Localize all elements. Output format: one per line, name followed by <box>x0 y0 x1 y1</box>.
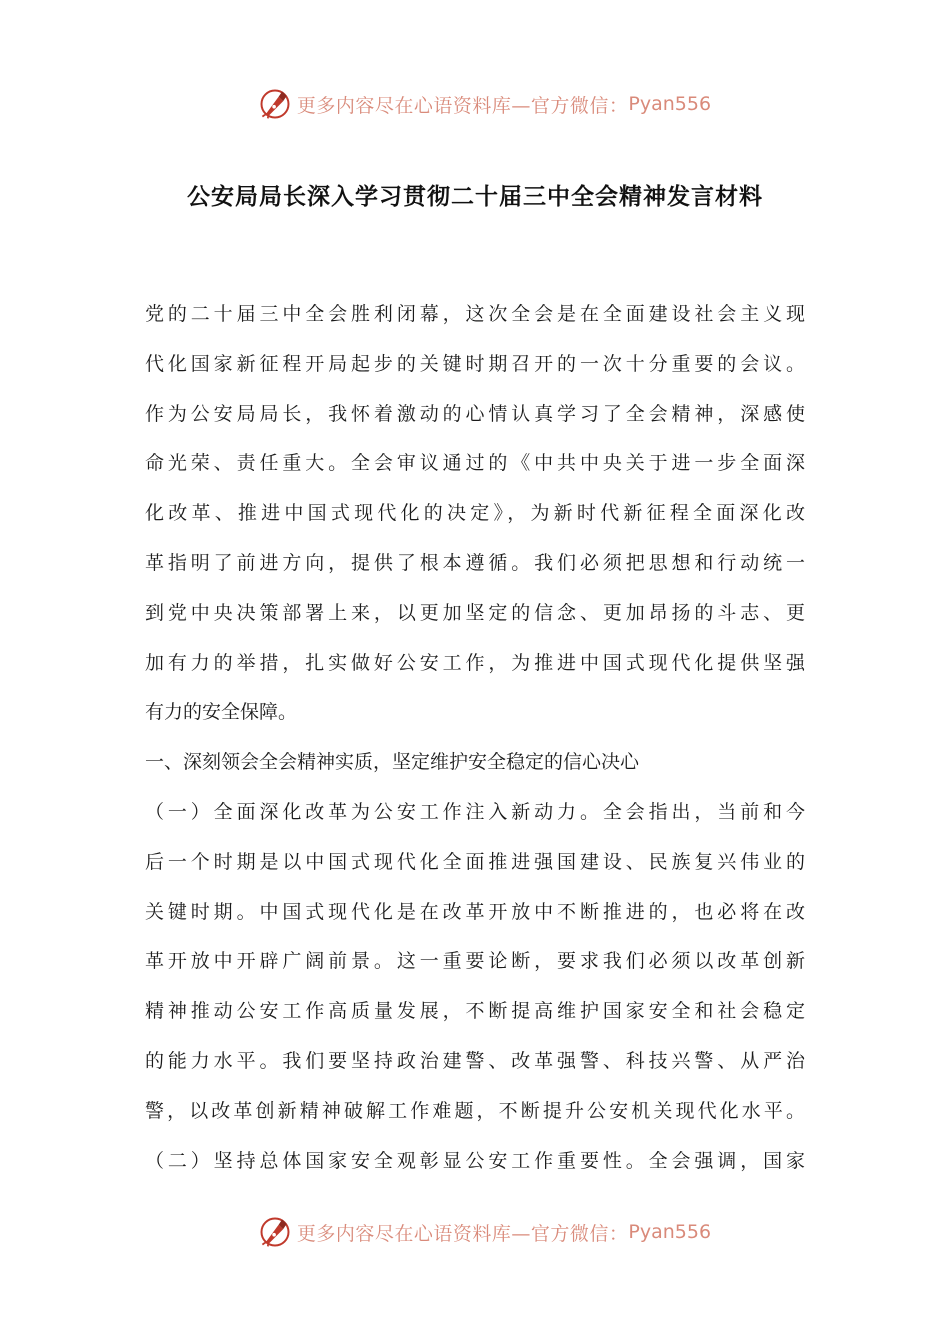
text-line: 党的二十届三中全会胜利闭幕，这次全会是在全面建设社会主义现 <box>145 303 805 325</box>
text-line: 警，以改革创新精神破解工作难题，不断提升公安机关现代化水平。 <box>145 1099 805 1122</box>
header-watermark <box>0 84 950 124</box>
text-line: 命光荣、责任重大。全会审议通过的《中共中央关于进一步全面深 <box>145 452 805 475</box>
document-title: 公安局局长深入学习贯彻二十届三中全会精神发言材料 <box>187 184 763 210</box>
document-body <box>145 290 805 1186</box>
text-line: 作为公安局局长，我怀着激动的心情认真学习了全会精神，深感使 <box>145 402 805 425</box>
watermark-text: 更多内容尽在心语资料库—官方微信： <box>296 1222 629 1245</box>
text-line: 关键时期。中国式现代化是在改革开放中不断推进的，也必将在改 <box>145 900 805 923</box>
text-line: 化改革、推进中国式现代化的决定》，为新时代新征程全面深化改 <box>145 502 805 525</box>
section-heading: 一、深刻领会全会精神实质，坚定维护安全稳定的信心决心 <box>145 751 640 774</box>
pen-nib-logo-icon <box>257 86 293 122</box>
pen-nib-logo-icon <box>257 1214 293 1250</box>
watermark-handle: Pyan556 <box>628 1221 712 1243</box>
text-line: 代化国家新征程开局起步的关键时期召开的一次十分重要的会议。 <box>145 352 805 375</box>
footer-watermark <box>0 1212 950 1252</box>
text-line: 精神推动公安工作高质量发展，不断提高维护国家安全和社会稳定 <box>145 1000 805 1023</box>
text-line: 的能力水平。我们要坚持政治建警、改革强警、科技兴警、从严治 <box>145 1049 805 1072</box>
watermark-content <box>257 86 711 122</box>
text-line: 革指明了前进方向，提供了根本遵循。我们必须把思想和行动统一 <box>145 551 805 574</box>
watermark-content <box>257 1214 711 1250</box>
text-line: 后一个时期是以中国式现代化全面推进强国建设、民族复兴伟业的 <box>145 850 805 873</box>
text-line: 有力的安全保障。 <box>145 701 298 724</box>
watermark-text: 更多内容尽在心语资料库—官方微信： <box>296 94 629 117</box>
text-line: 加有力的举措，扎实做好公安工作，为推进中国式现代化提供坚强 <box>145 651 805 674</box>
text-line: 革开放中开辟广阔前景。这一重要论断，要求我们必须以改革创新 <box>145 950 805 973</box>
text-line: （二）坚持总体国家安全观彰显公安工作重要性。全会强调，国家 <box>145 1149 805 1172</box>
text-line: （一）全面深化改革为公安工作注入新动力。全会指出，当前和今 <box>145 800 805 823</box>
text-line: 到党中央决策部署上来，以更加坚定的信念、更加昂扬的斗志、更 <box>145 601 805 624</box>
watermark-handle: Pyan556 <box>628 93 712 115</box>
